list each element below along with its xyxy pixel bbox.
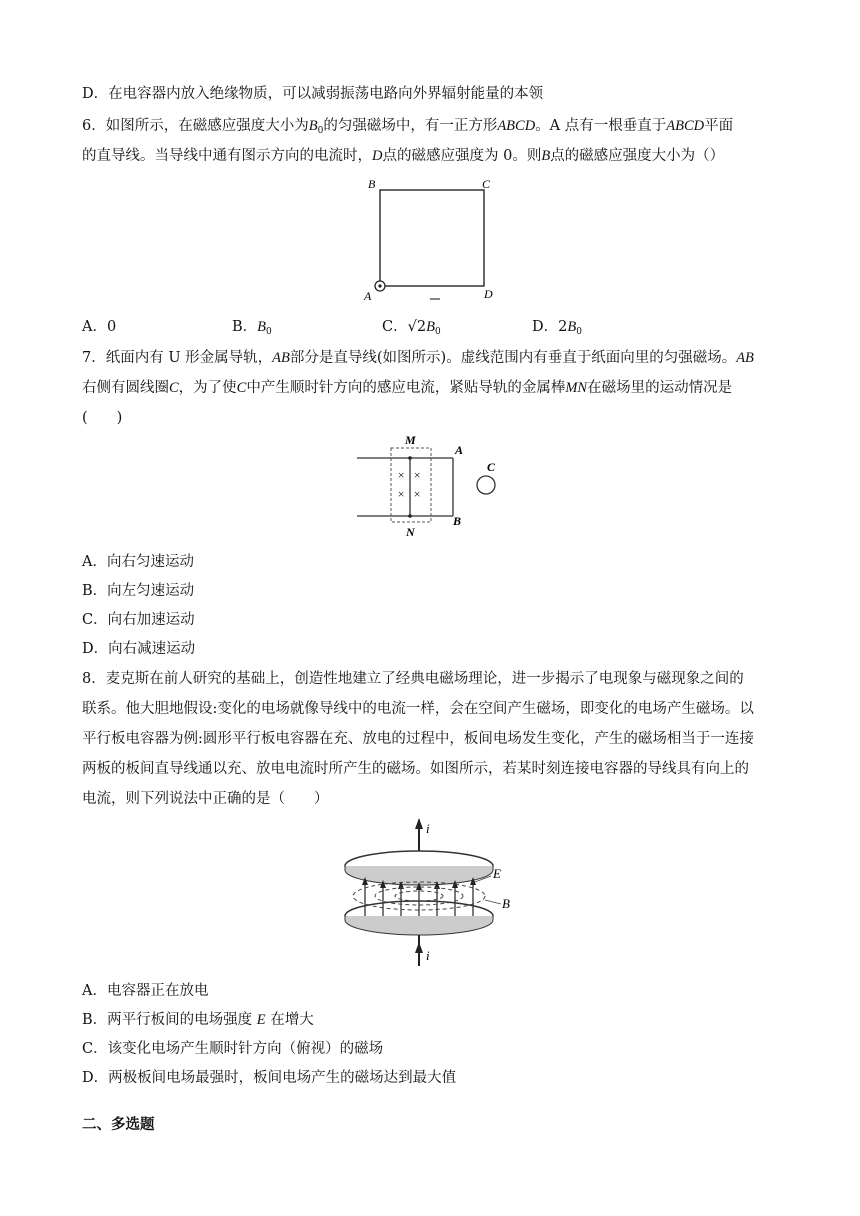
label-e: E <box>493 866 501 881</box>
q6-option-d <box>532 315 582 337</box>
prefix: C． <box>382 319 408 335</box>
label-n: N <box>406 525 415 539</box>
text: 7．纸面内有 U 形金属导轨， <box>82 350 273 366</box>
text: 的直导线。当导线中通有图示方向的电流时， <box>82 148 372 164</box>
coil-c <box>477 476 495 494</box>
q8-option-d: D．两极板间电场最强时，板间电场产生的磁场达到最大值 <box>82 1070 457 1086</box>
label-m: M <box>405 433 416 447</box>
label-a: A <box>455 443 464 457</box>
coefficient: 2 <box>558 319 568 335</box>
label-b: B <box>453 514 462 528</box>
symbol-e: E <box>256 1012 266 1028</box>
symbol-d: D <box>372 148 383 164</box>
q7-option-d: D．向右减速运动 <box>82 641 196 657</box>
label-c: C <box>487 460 496 474</box>
prefix: D． <box>532 319 559 335</box>
q6-square-figure <box>360 172 510 308</box>
symbol-c: C <box>169 380 179 396</box>
q8-option-a: A．电容器正在放电 <box>82 983 209 999</box>
q6-option-b <box>232 315 272 337</box>
text: 部分是直导线(如图所示)。虚线范围内有垂直于纸面向里的匀强磁场。 <box>289 350 737 366</box>
q6-stem-line1 <box>82 114 733 136</box>
label-i-bottom: i <box>426 948 430 963</box>
text: 点的磁感应强度大小为（） <box>550 148 725 164</box>
q8-stem-line1: 8．麦克斯在前人研究的基础上，创造性地建立了经典电磁场理论，进一步揭示了电现象与磁现象之间的 <box>82 671 744 687</box>
symbol-b: B <box>257 319 267 335</box>
symbol-b: B <box>541 148 551 164</box>
q6-option-c <box>382 315 441 337</box>
q7-option-a: A．向右匀速运动 <box>82 554 194 570</box>
q6-stem-line2 <box>82 144 724 165</box>
q6-option-a: A．0 <box>82 319 117 335</box>
text: B．两平行板间的电场强度 <box>82 1012 253 1028</box>
section-heading-multiple-choice: 二、多选题 <box>82 1116 155 1133</box>
square-abcd <box>380 190 484 286</box>
sqrt: √2 <box>407 319 427 335</box>
field-cross-icon: × <box>413 487 422 501</box>
symbol-ab: AB <box>272 350 290 366</box>
subscript: 0 <box>576 327 582 337</box>
label-i-top: i <box>426 821 430 836</box>
symbol-c: C <box>236 380 247 396</box>
field-cross-icon: × <box>397 487 406 501</box>
prefix: B． <box>232 319 258 335</box>
label-a: A <box>364 289 372 303</box>
label-c: C <box>482 177 491 191</box>
text: 点的磁感应强度为 0。则 <box>382 148 542 164</box>
symbol-ab: AB <box>736 350 754 366</box>
text: 中产生顺时针方向的感应电流，紧贴导轨的金属棒 <box>246 380 566 396</box>
q7-option-b: B．向左匀速运动 <box>82 583 195 599</box>
symbol-mn: MN <box>565 380 588 396</box>
arrow-up-icon <box>415 818 423 829</box>
text: 在增大 <box>270 1012 314 1028</box>
field-cross-icon: × <box>397 468 406 482</box>
text: 6．如图所示，在磁感应强度大小为 <box>82 118 309 134</box>
label-d: D <box>484 287 493 301</box>
text: ，为了使 <box>178 380 237 396</box>
q8-stem-line2: 联系。他大胆地假设:变化的电场就像导线中的电流一样，会在空间产生磁场，即变化的电场产生磁场。以 <box>82 701 754 717</box>
symbol-b: B <box>567 319 577 335</box>
subscript: 0 <box>317 126 324 136</box>
q8-option-c: C．该变化电场产生顺时针方向（俯视）的磁场 <box>82 1041 384 1057</box>
q7-stem-line2 <box>82 376 732 397</box>
arrow-up-icon <box>415 942 423 953</box>
q7-stem-line3: ( ) <box>82 410 123 426</box>
q7-rail-figure <box>355 432 505 544</box>
symbol-abcd: ABCD <box>497 118 536 134</box>
text: 平面 <box>704 118 734 134</box>
subscript: 0 <box>266 327 272 337</box>
field-cross-icon: × <box>413 468 422 482</box>
symbol-abcd: ABCD <box>666 118 705 134</box>
label-b: B <box>368 177 376 191</box>
label-b: B <box>502 896 510 911</box>
text: 右侧有圆线圈 <box>82 380 169 396</box>
text: 在磁场里的运动情况是 <box>587 380 733 396</box>
symbol-b: B <box>426 319 435 335</box>
q7-stem-line1 <box>82 346 754 367</box>
q8-stem-line3: 平行板电容器为例:圆形平行板电容器在充、放电的过程中，板间电场发生变化，产生的磁场相当于一连接 <box>82 731 754 747</box>
text: 的匀强磁场中，有一正方形 <box>323 118 498 134</box>
q8-capacitor-figure <box>335 816 520 972</box>
q7-option-c: C．向右加速运动 <box>82 612 195 628</box>
q8-stem-line5: 电流，则下列说法中正确的是（ ） <box>82 791 329 807</box>
subscript: 0 <box>434 327 441 337</box>
q8-option-b <box>82 1008 314 1029</box>
q8-stem-line4: 两板的板间直导线通以充、放电电流时所产生的磁场。如图所示，若某时刻连接电容器的导线具有向上的 <box>82 761 749 777</box>
symbol-b: B <box>308 118 318 134</box>
q5-option-d: D．在电容器内放入绝缘物质，可以减弱振荡电路向外界辐射能量的本领 <box>82 86 544 102</box>
text: 。A 点有一根垂直于 <box>535 118 667 134</box>
